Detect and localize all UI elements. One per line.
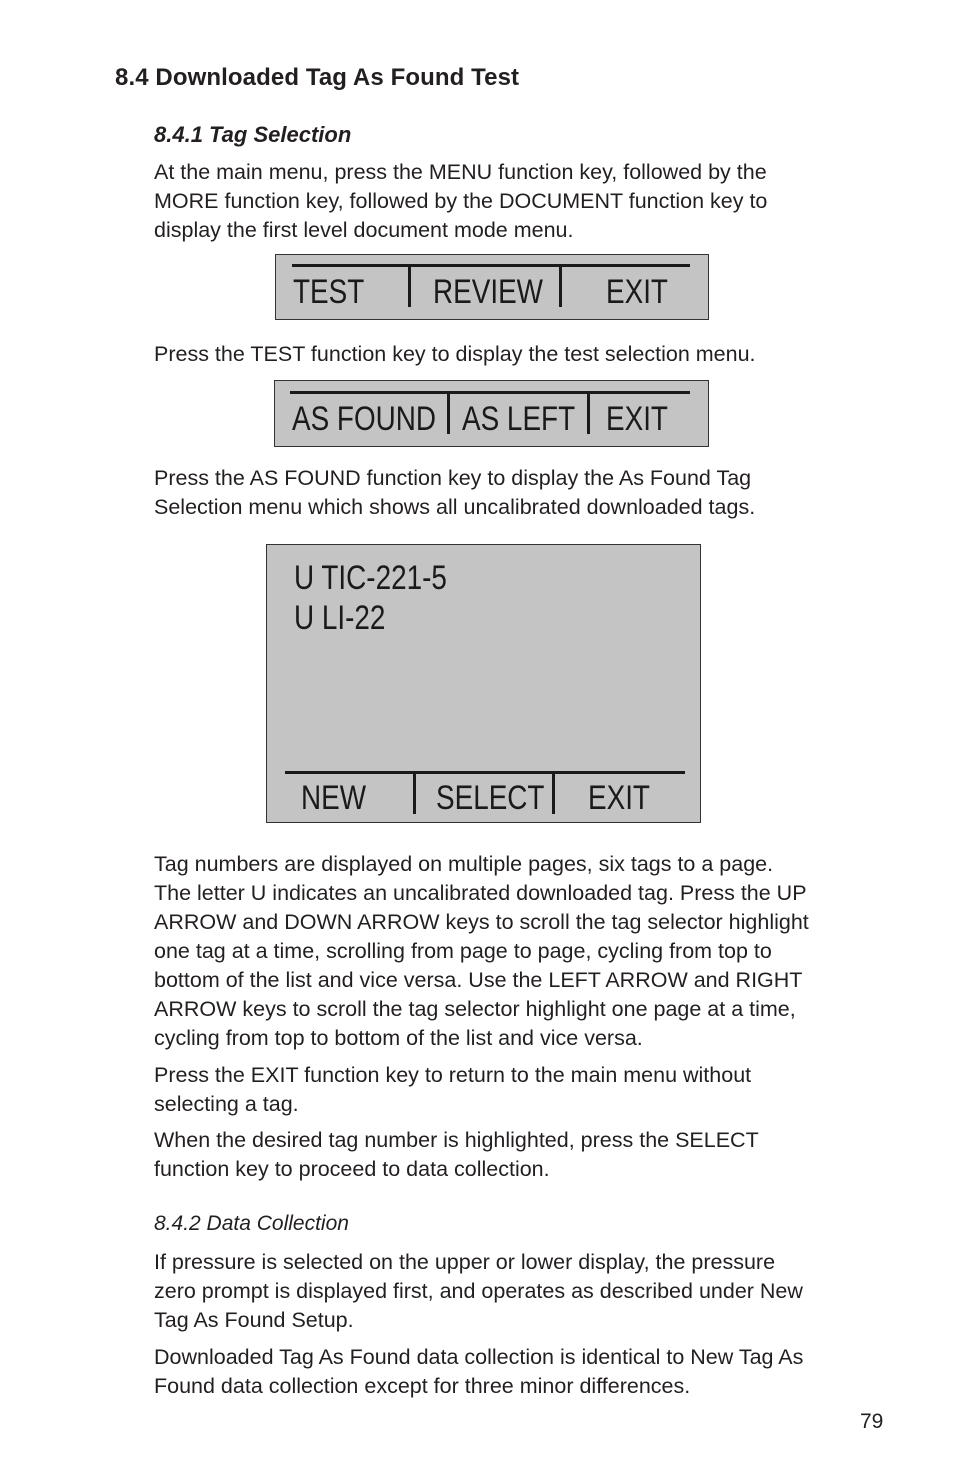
softkey-select[interactable]: SELECT	[436, 779, 545, 817]
page-number: 79	[860, 1410, 884, 1433]
paragraph-pressure-zero: If pressure is selected on the upper or lower display, the pressure zero prompt is displayed first, and operates as described under New Tag As Found Setup.	[154, 1250, 803, 1332]
subsection-title-data-collection: 8.4.2 Data Collection	[154, 1212, 349, 1235]
softkey-as-left[interactable]: AS LEFT	[462, 400, 576, 438]
lcd-test-selection-menu	[274, 380, 709, 447]
section-title: 8.4 Downloaded Tag As Found Test	[115, 64, 520, 91]
paragraph-exit-instructions: Press the EXIT function key to return to the main menu without selecting a tag.	[154, 1063, 752, 1116]
paragraph-select-instructions: When the desired tag number is highlighted, press the SELECT function key to proceed to data collection.	[154, 1128, 759, 1181]
paragraph-test-key-instructions: Press the TEST function key to display the test selection menu.	[154, 342, 756, 366]
tag-list-item[interactable]: U LI-22	[294, 599, 386, 637]
softkey-exit[interactable]: EXIT	[606, 400, 668, 438]
subsection-title-tag-selection: 8.4.1 Tag Selection	[154, 122, 352, 147]
softkey-exit[interactable]: EXIT	[606, 273, 668, 311]
paragraph-data-collection-differences: Downloaded Tag As Found data collection is identical to New Tag As Found data collection except for three minor differences.	[154, 1345, 804, 1398]
softkey-new[interactable]: NEW	[301, 779, 367, 817]
tag-list-item[interactable]: U TIC-221-5	[294, 559, 447, 597]
softkey-as-found[interactable]: AS FOUND	[292, 400, 437, 438]
lcd-document-menu	[275, 254, 709, 320]
paragraph-as-found-instructions: Press the AS FOUND function key to display the As Found Tag Selection menu which shows all uncalibrated downloaded tags.	[154, 466, 756, 519]
softkey-test[interactable]: TEST	[293, 273, 365, 311]
softkey-exit[interactable]: EXIT	[588, 779, 650, 817]
paragraph-tag-navigation: Tag numbers are displayed on multiple pages, six tags to a page. The letter U indicates an uncalibrated downloaded tag. Press the UP ARROW and DOWN ARROW keys to scroll the tag selector highlight one tag at a time, scrolling from page to page, cycling from top to bottom of the list and vice versa. Use the LEFT ARROW and RIGHT ARROW keys to scroll the tag selector highlight one page at a time, cycling from top to bottom of the list and vice versa.	[154, 852, 809, 1050]
lcd-tag-selection	[266, 544, 701, 823]
softkey-review[interactable]: REVIEW	[433, 273, 543, 311]
paragraph-main-menu-instructions: At the main menu, press the MENU function key, followed by the MORE function key, followed by the DOCUMENT function key to display the first level document mode menu.	[154, 160, 768, 242]
